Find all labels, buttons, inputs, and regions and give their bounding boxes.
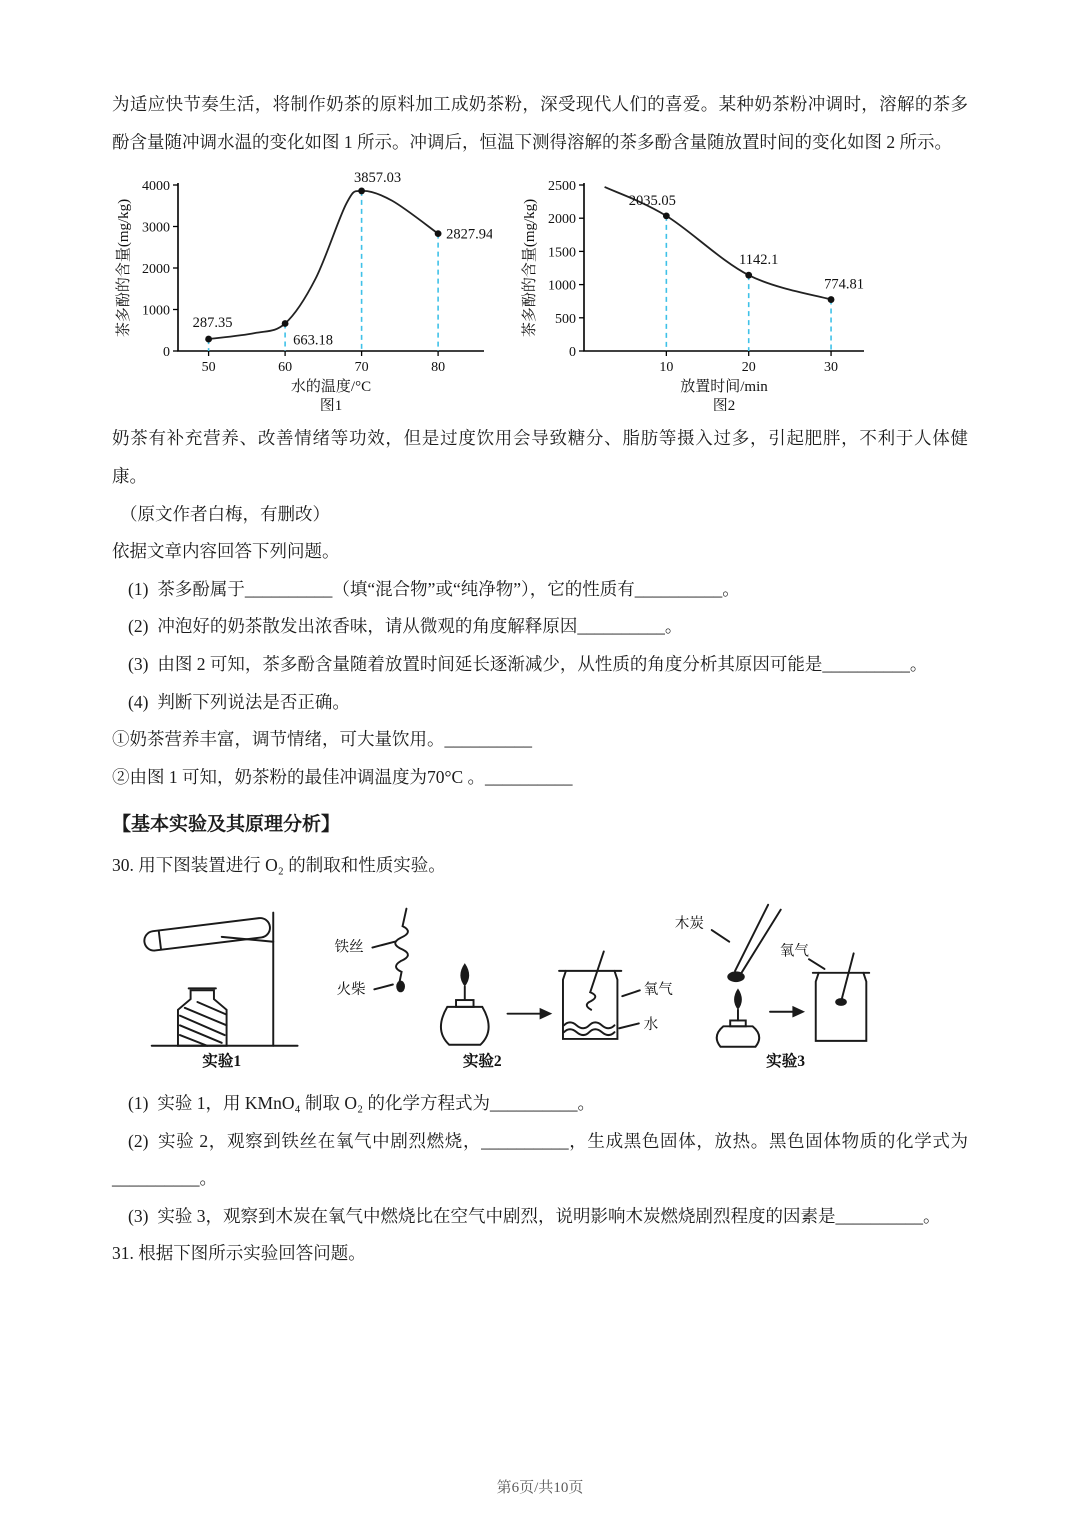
data-point	[663, 213, 670, 220]
judgment-1: ①奶茶营养丰富，调节情绪，可大量饮用。__________	[112, 729, 532, 750]
question-3-label: (3)	[128, 654, 149, 674]
data-point	[358, 188, 365, 195]
y-tick-label: 0	[163, 345, 170, 361]
chart-figure-1	[112, 169, 492, 411]
experiment-diagrams-q30	[112, 897, 872, 1072]
figure-2	[518, 169, 878, 416]
question-4	[112, 684, 968, 722]
y-tick-label: 3000	[142, 220, 170, 236]
y-tick-label: 500	[555, 312, 576, 328]
question-30-1-label: (1)	[128, 1092, 149, 1113]
label-water: 水	[643, 1017, 659, 1034]
data-label: 774.81	[824, 276, 864, 293]
article-author-note: （原文作者白梅，有删改）	[120, 503, 330, 524]
exp2-gas-bottle-icon	[559, 951, 640, 1039]
chart-caption: 图2	[712, 398, 736, 412]
question-3-text: 由图 2 可知，茶多酚含量随着放置时间延长逐渐减少，从性质的角度分析其原因可能是__________。	[157, 654, 928, 674]
figure-1	[112, 169, 492, 416]
exp2-alcohol-lamp-icon	[441, 963, 489, 1045]
question-2-label: (2)	[128, 616, 149, 637]
question-30-stem: 30. 用下图装置进行 O₂ 的制取和性质实验。	[112, 855, 446, 876]
data-point	[205, 336, 212, 343]
article-health-note: 奶茶有补充营养、改善情绪等功效，但是过度饮用会导致糖分、脂肪等摄入过多，引起肥胖，不利于人体健康。	[112, 428, 968, 486]
question-2-text: 冲泡好的奶茶散发出浓香味，请从微观的角度解释原因__________。	[157, 616, 683, 637]
x-axis-label: 放置时间/min	[680, 379, 768, 396]
question-30-3	[112, 1198, 968, 1236]
charts-row	[112, 169, 968, 416]
question-30-2-label: (2)	[128, 1130, 149, 1151]
page-footer: 第6页/共10页	[496, 1480, 584, 1496]
exp1-gas-bottle-icon	[178, 988, 227, 1045]
answer-prompt: 依据文章内容回答下列问题。	[112, 541, 340, 562]
data-label: 287.35	[192, 315, 233, 332]
experiment-figure	[112, 897, 968, 1077]
y-tick-label: 4000	[142, 179, 170, 195]
question-30-2-text: 实验 2，观察到铁丝在氧气中剧烈燃烧，__________，生成黑色固体，放热。黑色固体物质的化学式为__________。	[112, 1130, 968, 1189]
x-tick-label: 60	[278, 360, 293, 376]
exp3-alcohol-lamp-icon	[717, 988, 759, 1046]
axes	[584, 183, 864, 351]
data-label: 1142.1	[739, 252, 779, 269]
data-point	[435, 230, 442, 237]
question-30-2	[112, 1123, 968, 1198]
label-match: 火柴	[336, 982, 366, 999]
data-label: 663.18	[293, 332, 334, 349]
data-point	[282, 320, 289, 327]
label-charcoal: 木炭	[674, 916, 704, 933]
exp3-tongs-charcoal-icon	[712, 905, 781, 982]
label-oxygen-exp2: 氧气	[643, 982, 673, 999]
question-30-3-text: 实验 3，观察到木炭在氧气中燃烧比在空气中剧烈，说明影响木炭燃烧剧烈程度的因素是__________。	[157, 1205, 941, 1226]
label-exp2: 实验2	[462, 1053, 502, 1071]
x-tick-label: 20	[741, 360, 756, 376]
question-1-label: (1)	[128, 578, 149, 599]
data-point	[745, 272, 752, 279]
y-axis-label: 茶多酚的含量(mg/kg)	[116, 199, 132, 338]
x-axis-label: 水的温度/°C	[290, 379, 372, 396]
data-curve	[209, 191, 439, 339]
y-tick-label: 2000	[142, 262, 170, 278]
question-2	[112, 608, 968, 646]
judgment-2: ②由图 1 可知，奶茶粉的最佳冲调温度为70°C 。__________	[112, 766, 573, 787]
label-oxygen-exp3: 氧气	[779, 943, 809, 960]
label-exp3: 实验3	[766, 1053, 806, 1071]
exp1-iron-stand-icon	[143, 913, 297, 1046]
y-tick-label: 1000	[548, 278, 576, 294]
x-tick-label: 30	[824, 360, 839, 376]
question-30-1	[112, 1085, 968, 1123]
x-tick-label: 80	[431, 360, 446, 376]
y-tick-label: 1500	[548, 245, 576, 261]
chart-caption: 图1	[319, 398, 343, 412]
data-point	[828, 296, 835, 303]
question-31-stem: 31. 根据下图所示实验回答问题。	[112, 1243, 366, 1264]
question-1-text: 茶多酚属于__________（填“混合物”或“纯净物”），它的性质有__________。	[157, 578, 740, 599]
data-label: 3857.03	[354, 170, 402, 187]
y-tick-label: 0	[569, 345, 576, 361]
exp3-arrow-icon	[770, 1006, 805, 1018]
article-intro: 为适应快节奏生活，将制作奶茶的原料加工成奶茶粉，深受现代人们的喜爱。某种奶茶粉冲调时，溶解的茶多酚含量随冲调水温的变化如图 1 所示。冲调后，恒温下测得溶解的茶多酚含量随放置时间的变化如图 2 所示。	[112, 94, 968, 152]
question-30-3-label: (3)	[128, 1205, 149, 1226]
chart-figure-2	[518, 169, 878, 411]
section-header: 【基本实验及其原理分析】	[112, 813, 341, 835]
x-tick-label: 10	[659, 360, 674, 376]
data-label: 2827.94	[446, 226, 492, 243]
x-tick-label: 70	[354, 360, 369, 376]
y-tick-label: 2500	[548, 179, 576, 195]
exp3-gas-bottle-icon	[809, 953, 869, 1041]
label-exp1: 实验1	[202, 1053, 242, 1071]
data-label: 2035.05	[628, 193, 676, 210]
question-4-label: (4)	[128, 691, 149, 712]
label-iron-wire: 铁丝	[334, 939, 364, 956]
y-tick-label: 1000	[142, 303, 170, 319]
question-4-text: 判断下列说法是否正确。	[157, 691, 350, 712]
exp2-iron-wire-icon	[372, 909, 408, 993]
question-3	[112, 646, 968, 684]
x-tick-label: 50	[201, 360, 216, 376]
question-1	[112, 571, 968, 609]
y-tick-label: 2000	[548, 212, 576, 228]
y-axis-label: 茶多酚的含量(mg/kg)	[522, 199, 538, 338]
question-30-1-text: 实验 1，用 KMnO₄ 制取 O₂ 的化学方程式为__________。	[157, 1092, 595, 1113]
exp2-arrow-icon	[508, 1008, 553, 1020]
